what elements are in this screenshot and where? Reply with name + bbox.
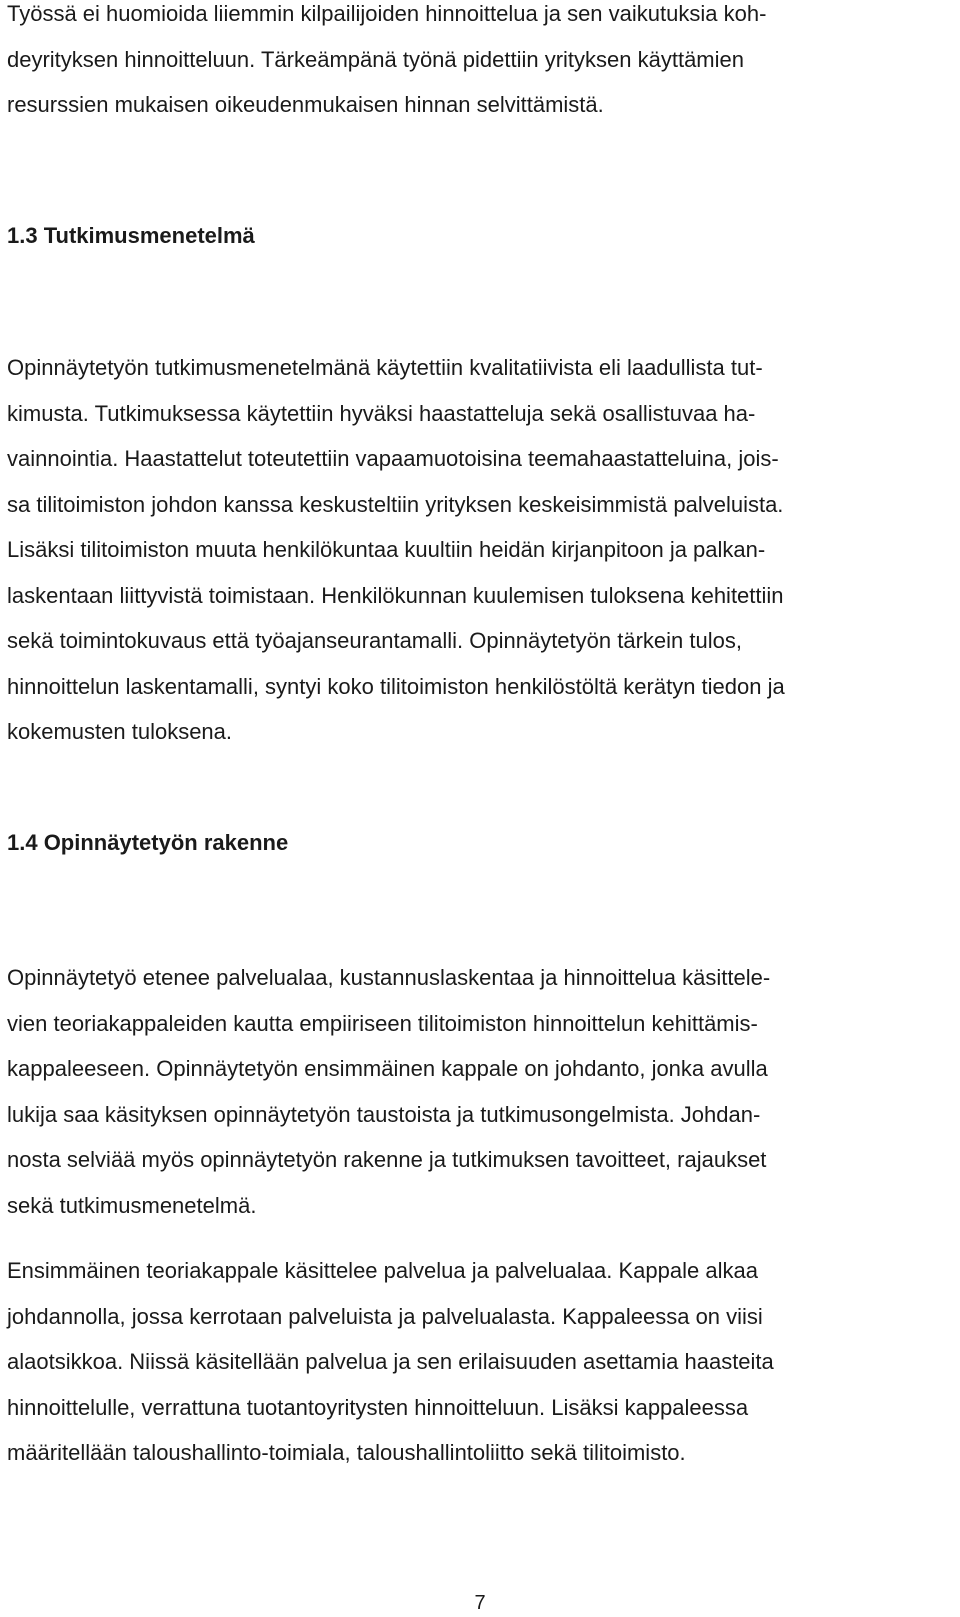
paragraph-line: hinnoittelun laskentamalli, syntyi koko tilitoimiston henkilöstöltä kerätyn tiedon ja <box>7 673 785 699</box>
section-heading-1-4: 1.4 Opinnäytetyön rakenne <box>7 830 289 855</box>
paragraph-line: Työssä ei huomioida liiemmin kilpailijoiden hinnoittelua ja sen vaikutuksia koh- <box>7 1 767 26</box>
paragraph-line: laskentaan liittyvistä toimistaan. Henkilökunnan kuulemisen tuloksena kehitettiin <box>7 582 784 608</box>
section-heading-1-3: 1.3 Tutkimusmenetelmä <box>7 223 255 248</box>
paragraph-line: sa tilitoimiston johdon kanssa keskusteltiin yrityksen keskeisimmistä palveluista. <box>7 491 784 517</box>
paragraph-line: Ensimmäinen teoriakappale käsittelee palvelua ja palvelualaa. Kappale alkaa <box>7 1258 758 1283</box>
paragraph-line: Opinnäytetyö etenee palvelualaa, kustannuslaskentaa ja hinnoittelua käsittele- <box>7 965 771 990</box>
paragraph-line: Lisäksi tilitoimiston muuta henkilökuntaa kuultiin heidän kirjanpitoon ja palkan- <box>7 537 766 562</box>
paragraph-line: vien teoriakappaleiden kautta empiiriseen tilitoimiston hinnoittelun kehittämis- <box>7 1010 758 1036</box>
section-1-4-paragraph-1 <box>7 955 942 1228</box>
intro-paragraph <box>7 0 942 128</box>
section-1-3-paragraph <box>7 345 942 755</box>
paragraph-line: määritellään taloushallinto-toimiala, taloushallintoliitto sekä tilitoimisto. <box>7 1440 686 1465</box>
paragraph-line: resurssien mukaisen oikeudenmukaisen hinnan selvittämistä. <box>7 92 604 117</box>
paragraph-line: nosta selviää myös opinnäytetyön rakenne ja tutkimuksen tavoitteet, rajaukset <box>7 1147 767 1172</box>
paragraph-line: johdannolla, jossa kerrotaan palveluista ja palvelualasta. Kappaleessa on viisi <box>7 1303 763 1329</box>
page-number: 7 <box>474 1592 486 1614</box>
paragraph-line: sekä tutkimusmenetelmä. <box>7 1192 257 1218</box>
section-1-4-paragraph-2 <box>7 1248 942 1476</box>
paragraph-line: hinnoittelulle, verrattuna tuotantoyritysten hinnoitteluun. Lisäksi kappaleessa <box>7 1394 749 1420</box>
paragraph-line: vainnointia. Haastattelut toteutettiin vapaamuotoisina teemahaastatteluina, jois- <box>7 446 779 471</box>
paragraph-line: lukija saa käsityksen opinnäytetyön taustoista ja tutkimusongelmista. Johdan- <box>7 1101 761 1127</box>
paragraph-line: sekä toimintokuvaus että työajanseurantamalli. Opinnäytetyön tärkein tulos, <box>7 628 742 653</box>
paragraph-line: deyrityksen hinnoitteluun. Tärkeämpänä työnä pidettiin yrityksen käyttämien <box>7 46 744 72</box>
paragraph-line: kimusta. Tutkimuksessa käytettiin hyväksi haastatteluja sekä osallistuvaa ha- <box>7 400 756 426</box>
paragraph-line: Opinnäytetyön tutkimusmenetelmänä käytettiin kvalitatiivista eli laadullista tut- <box>7 355 763 380</box>
paragraph-line: alaotsikkoa. Niissä käsitellään palvelua ja sen erilaisuuden asettamia haasteita <box>7 1349 774 1374</box>
paragraph-line: kokemusten tuloksena. <box>7 719 233 744</box>
paragraph-line: kappaleeseen. Opinnäytetyön ensimmäinen kappale on johdanto, jonka avulla <box>7 1056 768 1081</box>
